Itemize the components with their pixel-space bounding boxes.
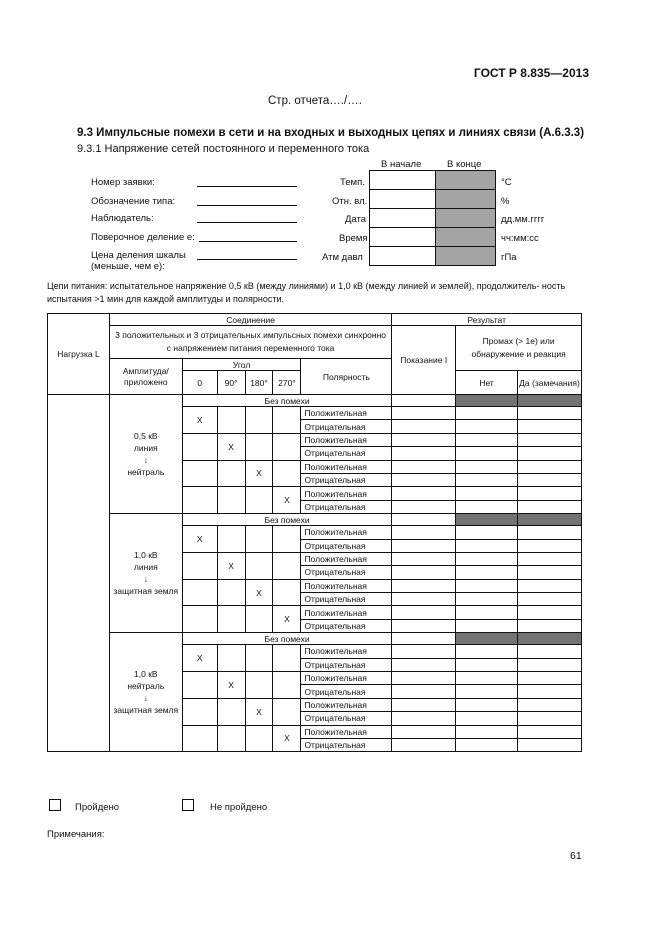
angle-mark: X — [245, 579, 273, 606]
angle-cell — [245, 487, 273, 514]
reading-cell[interactable] — [392, 514, 456, 526]
miss-yes-cell[interactable] — [517, 552, 581, 565]
polarity-negative: Отрицательная — [301, 473, 392, 486]
miss-no-cell[interactable] — [456, 433, 518, 446]
power-note: Цепи питания: испытательное напряжение 0,5 кВ (между линиями) и 1,0 кВ (между линией и землей), продолжитель- ность испытания >1 мин для каждой амплитуды и полярности. — [47, 281, 566, 304]
miss-yes-cell[interactable] — [517, 698, 581, 711]
miss-yes-cell[interactable] — [517, 619, 581, 632]
header-angle: Угол — [182, 359, 301, 371]
angle-mark: X — [245, 698, 273, 725]
angle-cell — [182, 487, 217, 514]
header-reading: Показание I — [392, 326, 456, 395]
cond-unit-pressure: гПа — [501, 252, 517, 263]
miss-yes-cell[interactable] — [517, 712, 581, 725]
reading-cell[interactable] — [392, 566, 456, 579]
miss-no-cell[interactable] — [456, 725, 518, 738]
miss-no-cell[interactable] — [456, 552, 518, 565]
reading-cell[interactable] — [392, 712, 456, 725]
no-interference-label: Без помехи — [182, 514, 392, 526]
field-line-observer[interactable] — [197, 222, 297, 223]
cond-label-pressure: Атм давл — [322, 252, 363, 263]
miss-yes-cell[interactable] — [517, 407, 581, 420]
polarity-negative: Отрицательная — [301, 447, 392, 460]
conditions-table — [369, 170, 496, 266]
angle-cell — [217, 526, 245, 553]
miss-yes-cell — [517, 395, 581, 407]
reading-cell[interactable] — [392, 447, 456, 460]
angle-cell — [217, 645, 245, 672]
no-interference-label: Без помехи — [182, 395, 392, 407]
angle-cell — [217, 698, 245, 725]
miss-no-cell[interactable] — [456, 698, 518, 711]
amplitude-line-l2: нейтраль — [127, 467, 165, 478]
cond-end-time — [436, 228, 496, 247]
angle-cell — [217, 725, 245, 752]
miss-no-cell[interactable] — [456, 685, 518, 698]
miss-no-cell[interactable] — [456, 619, 518, 632]
angle-cell — [245, 725, 273, 752]
header-no: Нет — [456, 371, 518, 395]
miss-yes-cell[interactable] — [517, 420, 581, 433]
miss-yes-cell — [517, 514, 581, 526]
angle-cell — [273, 433, 301, 460]
polarity-positive: Положительная — [301, 433, 392, 446]
miss-yes-cell[interactable] — [517, 593, 581, 606]
angle-cell — [217, 579, 245, 606]
angle-cell — [182, 672, 217, 699]
failed-label: Не пройдено — [210, 802, 268, 813]
cond-start-pressure[interactable] — [370, 247, 436, 266]
reading-cell[interactable] — [392, 460, 456, 473]
miss-yes-cell[interactable] — [517, 685, 581, 698]
angle-cell — [245, 433, 273, 460]
miss-yes-cell[interactable] — [517, 566, 581, 579]
miss-yes-cell[interactable] — [517, 539, 581, 552]
reading-cell[interactable] — [392, 698, 456, 711]
angle-cell — [182, 552, 217, 579]
amplitude-line-amp: 0,5 кВ — [134, 431, 158, 442]
header-connection: Соединение — [109, 314, 391, 326]
cond-start-temp[interactable] — [370, 171, 436, 190]
angle-cell — [273, 407, 301, 434]
amplitude-line-amp: 1,0 кВ — [134, 550, 158, 561]
miss-yes-cell[interactable] — [517, 645, 581, 658]
table-row — [48, 395, 582, 407]
miss-yes-cell[interactable] — [517, 460, 581, 473]
miss-no-cell[interactable] — [456, 473, 518, 486]
reading-cell[interactable] — [392, 420, 456, 433]
amplitude-cell — [109, 395, 182, 514]
amplitude-line-l2: защитная земля — [113, 705, 179, 716]
angle-mark: X — [273, 725, 301, 752]
miss-no-cell[interactable] — [456, 487, 518, 500]
miss-yes-cell[interactable] — [517, 473, 581, 486]
amplitude-line-arrow: ↓ — [143, 693, 148, 704]
miss-no-cell[interactable] — [456, 460, 518, 473]
miss-yes-cell[interactable] — [517, 487, 581, 500]
angle-cell — [245, 645, 273, 672]
reading-cell[interactable] — [392, 593, 456, 606]
angle-cell — [273, 698, 301, 725]
angle-cell — [245, 407, 273, 434]
miss-yes-cell[interactable] — [517, 433, 581, 446]
polarity-positive: Положительная — [301, 487, 392, 500]
angle-cell — [182, 579, 217, 606]
polarity-negative: Отрицательная — [301, 539, 392, 552]
header-load: Нагрузка L — [48, 314, 110, 395]
miss-no-cell[interactable] — [456, 738, 518, 751]
reading-cell[interactable] — [392, 738, 456, 751]
miss-no-cell[interactable] — [456, 658, 518, 671]
page-number: 61 — [570, 850, 582, 862]
header-result: Результат — [392, 314, 582, 326]
polarity-negative: Отрицательная — [301, 593, 392, 606]
reading-cell[interactable] — [392, 395, 456, 407]
miss-no-cell[interactable] — [456, 712, 518, 725]
miss-no-cell[interactable] — [456, 593, 518, 606]
amplitude-line-arrow: ↓ — [143, 455, 148, 466]
cond-header-end: В конце — [447, 159, 482, 170]
reading-cell[interactable] — [392, 619, 456, 632]
reading-cell[interactable] — [392, 433, 456, 446]
no-interference-label: Без помехи — [182, 633, 392, 645]
reading-cell[interactable] — [392, 579, 456, 592]
document-code: ГОСТ Р 8.835—2013 — [473, 66, 589, 80]
angle-cell — [182, 460, 217, 487]
amplitude-cell — [109, 514, 182, 633]
miss-yes-cell[interactable] — [517, 500, 581, 513]
polarity-positive: Положительная — [301, 407, 392, 420]
header-yes: Да (замечания) — [517, 371, 581, 395]
angle-cell — [273, 460, 301, 487]
amplitude-line-l2: защитная земля — [113, 586, 179, 597]
angle-mark: X — [182, 526, 217, 553]
angle-cell — [217, 606, 245, 633]
miss-no-cell — [456, 514, 518, 526]
miss-no-cell[interactable] — [456, 579, 518, 592]
amplitude-cell — [109, 633, 182, 752]
reading-cell[interactable] — [392, 407, 456, 420]
cond-label-humidity: Отн. вл. — [332, 196, 368, 207]
angle-cell — [273, 645, 301, 672]
miss-yes-cell[interactable] — [517, 672, 581, 685]
miss-yes-cell[interactable] — [517, 658, 581, 671]
reading-cell[interactable] — [392, 606, 456, 619]
reading-cell[interactable] — [392, 645, 456, 658]
polarity-positive: Положительная — [301, 552, 392, 565]
reading-cell[interactable] — [392, 672, 456, 685]
reading-cell[interactable] — [392, 539, 456, 552]
angle-cell — [182, 698, 217, 725]
cond-end-humidity — [436, 190, 496, 209]
reading-cell[interactable] — [392, 473, 456, 486]
header-amplitude: Амплитуда/ приложено — [109, 359, 182, 395]
miss-no-cell[interactable] — [456, 500, 518, 513]
angle-cell — [182, 725, 217, 752]
amplitude-line-amp: 1,0 кВ — [134, 669, 158, 680]
cond-start-time[interactable] — [370, 228, 436, 247]
cond-label-time: Время — [339, 233, 368, 244]
field-line-scale-division[interactable] — [197, 259, 297, 260]
angle-cell — [273, 552, 301, 579]
section-title: 9.3 Импульсные помехи в сети и на входных и выходных цепях и линиях связи (А.6.3.3) — [77, 127, 585, 139]
angle-cell — [182, 433, 217, 460]
header-angle-90: 90° — [217, 371, 245, 395]
cond-unit-humidity: % — [501, 196, 510, 207]
polarity-negative: Отрицательная — [301, 738, 392, 751]
cond-start-date[interactable] — [370, 209, 436, 228]
field-line-type-designation[interactable] — [197, 205, 297, 206]
polarity-negative: Отрицательная — [301, 712, 392, 725]
header-pulses: 3 положительных и 3 отрицательных импульсных помехи синхронно с напряжением питания переменного тока — [109, 326, 391, 359]
cond-end-temp — [436, 171, 496, 190]
polarity-negative: Отрицательная — [301, 685, 392, 698]
cond-unit-time: чч:мм:сс — [501, 233, 539, 244]
miss-no-cell — [456, 395, 518, 407]
cond-unit-date: дд.мм.гггг — [501, 214, 545, 225]
angle-cell — [182, 606, 217, 633]
angle-cell — [245, 672, 273, 699]
miss-no-cell[interactable] — [456, 407, 518, 420]
miss-yes-cell — [517, 633, 581, 645]
polarity-negative: Отрицательная — [301, 658, 392, 671]
reading-cell[interactable] — [392, 500, 456, 513]
miss-no-cell[interactable] — [456, 645, 518, 658]
cond-header-start: В начале — [381, 159, 422, 170]
angle-cell — [217, 487, 245, 514]
angle-cell — [245, 606, 273, 633]
polarity-negative: Отрицательная — [301, 566, 392, 579]
field-label-scale-division: Цена деления шкалы (меньше, чем e): — [91, 250, 186, 272]
polarity-positive: Положительная — [301, 645, 392, 658]
failed-checkbox[interactable] — [182, 799, 194, 811]
passed-checkbox[interactable] — [49, 799, 61, 811]
cond-start-humidity[interactable] — [370, 190, 436, 209]
angle-cell — [273, 579, 301, 606]
amplitude-line-arrow: ↓ — [143, 574, 148, 585]
cond-label-date: Дата — [345, 214, 367, 225]
field-label-verification-division: Поверочное деление e: — [91, 232, 195, 243]
results-table — [47, 313, 582, 752]
miss-no-cell[interactable] — [456, 526, 518, 539]
load-cell[interactable] — [48, 395, 110, 752]
amplitude-line-l1: линия — [133, 443, 158, 454]
cond-end-pressure — [436, 247, 496, 266]
reading-cell[interactable] — [392, 658, 456, 671]
header-angle-180: 180° — [245, 371, 273, 395]
reading-cell[interactable] — [392, 552, 456, 565]
miss-yes-cell[interactable] — [517, 606, 581, 619]
reading-cell[interactable] — [392, 487, 456, 500]
polarity-positive: Положительная — [301, 579, 392, 592]
angle-cell — [217, 460, 245, 487]
header-angle-270: 270° — [273, 371, 301, 395]
angle-mark: X — [217, 552, 245, 579]
subsection-title: 9.3.1 Напряжение сетей постоянного и переменного тока — [77, 143, 370, 155]
miss-yes-cell[interactable] — [517, 579, 581, 592]
table-row — [48, 633, 582, 645]
angle-cell — [245, 526, 273, 553]
table-row — [48, 514, 582, 526]
miss-no-cell — [456, 633, 518, 645]
angle-mark: X — [217, 672, 245, 699]
angle-cell — [217, 407, 245, 434]
angle-cell — [273, 526, 301, 553]
polarity-positive: Положительная — [301, 725, 392, 738]
angle-mark: X — [273, 606, 301, 633]
miss-no-cell[interactable] — [456, 606, 518, 619]
angle-mark: X — [273, 487, 301, 514]
field-label-observer: Наблюдатель: — [91, 213, 154, 224]
field-line-application-number[interactable] — [197, 186, 297, 187]
polarity-positive: Положительная — [301, 672, 392, 685]
polarity-positive: Положительная — [301, 606, 392, 619]
angle-cell — [273, 672, 301, 699]
miss-yes-cell[interactable] — [517, 526, 581, 539]
polarity-negative: Отрицательная — [301, 500, 392, 513]
miss-yes-cell[interactable] — [517, 447, 581, 460]
header-angle-0: 0 — [182, 371, 217, 395]
header-miss: Промах (> 1e) или обнаружение и реакция — [456, 326, 582, 371]
reading-cell[interactable] — [392, 685, 456, 698]
miss-no-cell[interactable] — [456, 420, 518, 433]
header-polarity: Полярность — [301, 359, 392, 395]
angle-mark: X — [182, 645, 217, 672]
passed-label: Пройдено — [75, 802, 120, 813]
angle-mark: X — [245, 460, 273, 487]
field-label-application-number: Номер заявки: — [91, 177, 155, 188]
polarity-positive: Положительная — [301, 526, 392, 539]
miss-no-cell[interactable] — [456, 672, 518, 685]
notes-label: Примечания: — [47, 829, 105, 840]
reading-cell[interactable] — [392, 725, 456, 738]
field-line-verification-division[interactable] — [199, 241, 297, 242]
field-label-type-designation: Обозначение типа: — [91, 196, 176, 207]
polarity-positive: Положительная — [301, 698, 392, 711]
angle-mark: X — [182, 407, 217, 434]
miss-no-cell[interactable] — [456, 539, 518, 552]
angle-mark: X — [217, 433, 245, 460]
amplitude-line-l1: линия — [133, 562, 158, 573]
cond-label-temp: Темп. — [340, 177, 365, 188]
cond-unit-temp: °C — [501, 177, 512, 188]
polarity-positive: Положительная — [301, 460, 392, 473]
angle-cell — [245, 552, 273, 579]
miss-yes-cell[interactable] — [517, 725, 581, 738]
reading-cell[interactable] — [392, 633, 456, 645]
polarity-negative: Отрицательная — [301, 619, 392, 632]
amplitude-line-l1: нейтраль — [127, 681, 165, 692]
miss-yes-cell[interactable] — [517, 738, 581, 751]
cond-end-date — [436, 209, 496, 228]
report-page-label: Стр. отчета…./…. — [268, 95, 362, 107]
miss-no-cell[interactable] — [456, 447, 518, 460]
miss-no-cell[interactable] — [456, 566, 518, 579]
reading-cell[interactable] — [392, 526, 456, 539]
polarity-negative: Отрицательная — [301, 420, 392, 433]
